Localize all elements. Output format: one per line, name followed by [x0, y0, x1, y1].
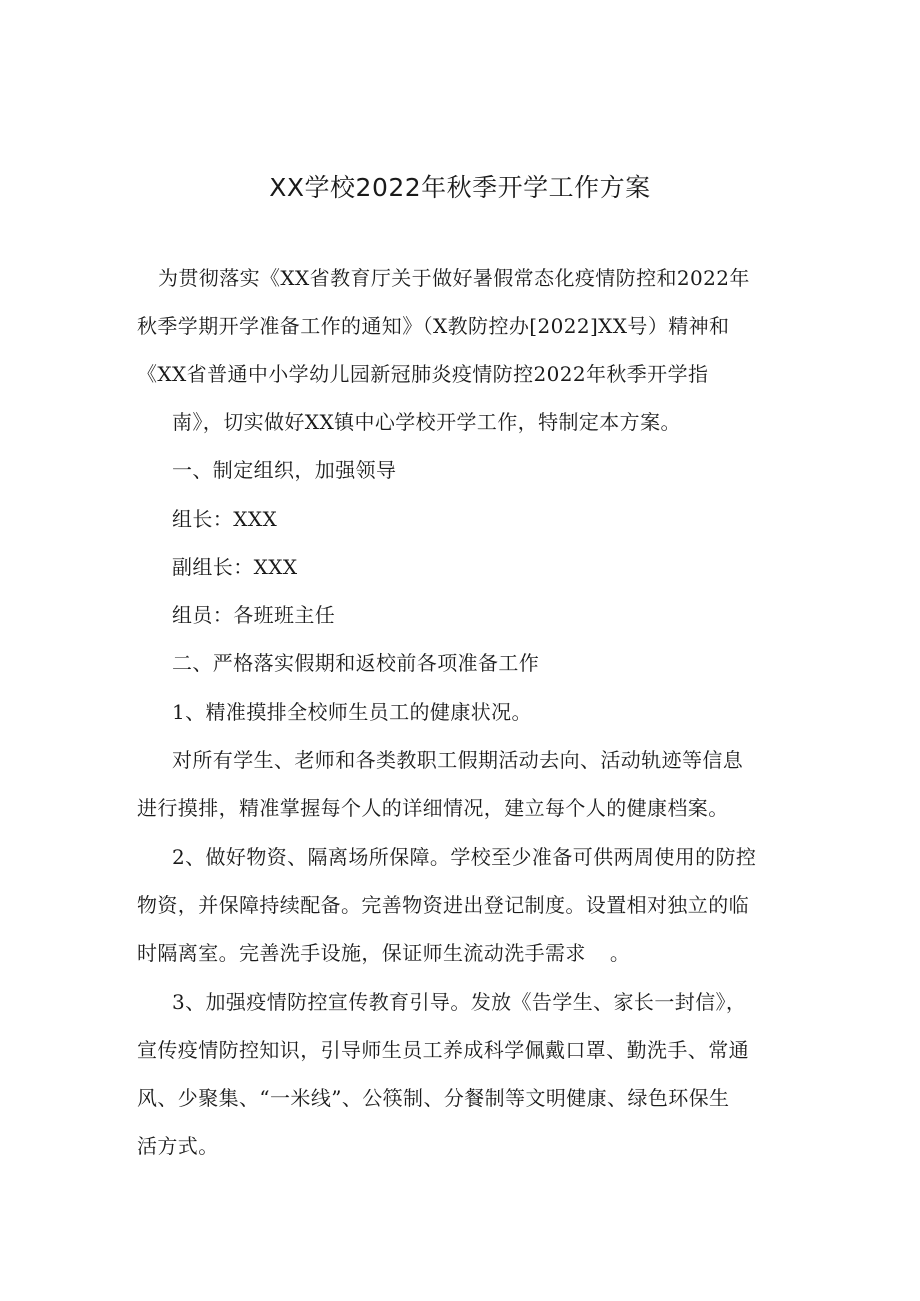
- item3-body-line-1: 3、加强疫情防控宣传教育引导。发放《告学生、家长一封信》，: [172, 990, 747, 1014]
- intro-line-2: 秋季学期开学准备工作的通知》（X教防控办[2022]XX号）精神和: [137, 314, 730, 338]
- item2-body-line-2: 物资，并保障持续配备。完善物资进出登记制度。设置相对独立的临: [137, 893, 749, 917]
- intro-line-3: 《XX省普通中小学幼儿园新冠肺炎疫情防控2022年秋季开学指: [137, 362, 709, 386]
- item1-title: 1、精准摸排全校师生员工的健康状况。: [172, 700, 532, 724]
- members-line: 组员：各班班主任: [172, 603, 336, 627]
- document-title: XX学校2022年秋季开学工作方案: [269, 173, 651, 202]
- item3-body-line-3: 风、少聚集、“一米线”、公筷制、分餐制等文明健康、绿色环保生: [137, 1086, 730, 1110]
- item2-body-line-1: 2、做好物资、隔离场所保障。学校至少准备可供两周使用的防控: [172, 845, 757, 869]
- item1-body-line-1: 对所有学生、老师和各类教职工假期活动去向、活动轨迹等信息: [172, 748, 744, 772]
- item2-body-line-3: [137, 938, 817, 968]
- leader-line: 组长：XXX: [172, 507, 278, 531]
- deputy-leader-line: 副组长：XXX: [172, 555, 298, 579]
- intro-line-4: 南》，切实做好XX镇中心学校开学工作，特制定本方案。: [172, 410, 681, 434]
- item2-body-line-3-text: 时隔离室。完善洗手设施，保证师生流动洗手需求: [137, 941, 586, 965]
- item1-body-line-2: 进行摸排，精准掌握每个人的详细情况，建立每个人的健康档案。: [137, 796, 729, 820]
- item3-body-line-2: 宣传疫情防控知识，引导师生员工养成科学佩戴口罩、勤洗手、常通: [137, 1038, 749, 1062]
- section1-heading: 一、制定组织，加强领导: [172, 458, 397, 482]
- item2-body-line-3-end: 。: [609, 941, 631, 965]
- intro-line-1: 为贯彻落实《XX省教育厅关于做好暑假常态化疫情防控和2022年: [158, 266, 750, 290]
- section2-heading: 二、严格落实假期和返校前各项准备工作: [172, 651, 540, 675]
- item3-body-line-4: 活方式。: [137, 1134, 219, 1158]
